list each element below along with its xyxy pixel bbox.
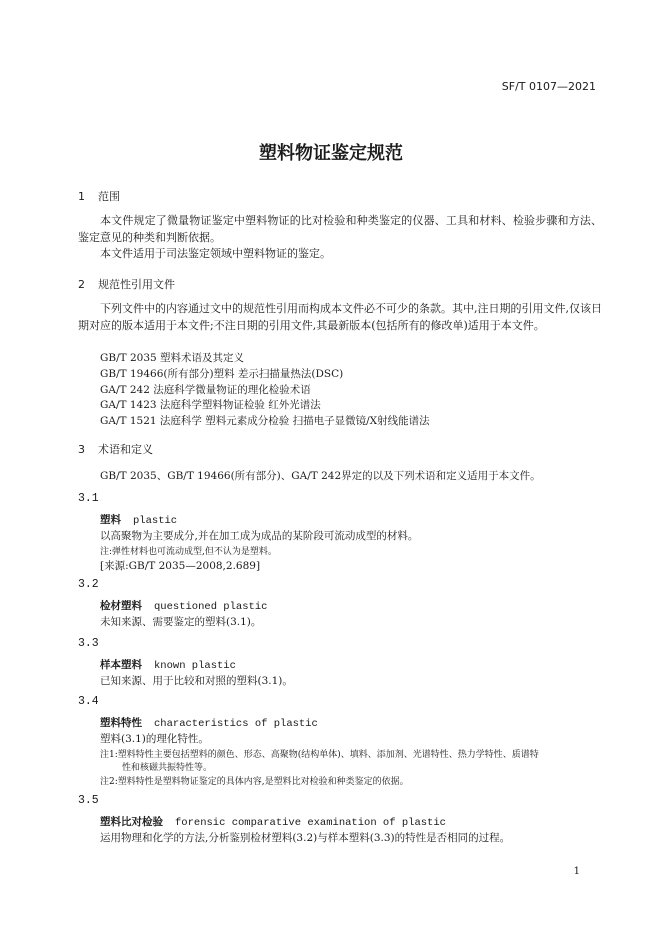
term-chinese: 塑料 (100, 514, 121, 526)
section-1-paragraph-1: 本文件规定了微量物证鉴定中塑料物证的比对检验和种类鉴定的仪器、工具和材料、检验步骤和方法、鉴定意见的种类和判断依据。 (78, 214, 602, 244)
section-title: 规范性引用文件 (98, 278, 175, 291)
term-number: 3.3 (78, 637, 99, 650)
reference-item: GB/T 19466(所有部分)塑料 差示扫描量热法(DSC) (100, 368, 344, 380)
term-heading (100, 598, 267, 613)
section-2-paragraph: 下列文件中的内容通过文中的规范性引用而构成本文件必不可少的条款。其中,注日期的引用文件,仅该日期对应的版本适用于本文件;不注日期的引用文件,其最新版本(包括所有的修改单)适用于本文件。 (78, 302, 602, 332)
term-english: questioned plastic (154, 601, 268, 613)
term-english: known plastic (154, 660, 236, 672)
term-definition: 以高聚物为主要成分,并在加工成为成品的某阶段可流动成型的材料。 (100, 530, 419, 542)
term-english: plastic (133, 515, 178, 527)
document-number: SF/T 0107—2021 (501, 80, 596, 93)
term-note-1: 注1:塑料特性主要包括塑料的颜色、形态、高聚物(结构单体)、填料、添加剂、光谱特性、热力学特性、质谱特 (100, 750, 539, 760)
reference-item: GA/T 242 法庭科学微量物证的理化检验术语 (100, 384, 311, 396)
section-1-paragraph-2: 本文件适用于司法鉴定领域中塑料物证的鉴定。 (100, 247, 331, 260)
section-1-heading (78, 188, 120, 204)
term-number: 3.4 (78, 695, 99, 708)
section-number: 2 (78, 278, 85, 291)
term-heading (100, 512, 177, 527)
reference-item: GA/T 1521 法庭科学 塑料元素成分检验 扫描电子显微镜/X射线能谱法 (100, 415, 430, 427)
section-title: 范围 (98, 190, 120, 203)
section-title: 术语和定义 (98, 443, 153, 456)
term-heading (100, 715, 318, 730)
term-note-2: 注2:塑料特性是塑料物证鉴定的具体内容,是塑料比对检验和种类鉴定的依据。 (100, 777, 409, 787)
term-heading (100, 814, 446, 829)
section-3-heading (78, 441, 153, 457)
term-number: 3.2 (78, 578, 99, 591)
term-english: forensic comparative examination of plastic (175, 817, 446, 829)
section-3-paragraph: GB/T 2035、GB/T 19466(所有部分)、GA/T 242界定的以及下列术语和定义适用于本文件。 (100, 470, 541, 482)
document-title: 塑料物证鉴定规范 (259, 143, 403, 164)
term-heading (100, 657, 236, 672)
term-number: 3.5 (78, 794, 99, 807)
term-definition: 已知来源、用于比较和对照的塑料(3.1)。 (100, 675, 293, 687)
reference-item: GB/T 2035 塑料术语及其定义 (100, 352, 245, 364)
term-definition: 塑料(3.1)的理化特性。 (100, 733, 209, 745)
term-definition: 运用物理和化学的方法,分析鉴别检材塑料(3.2)与样本塑料(3.3)的特性是否相同的过程。 (100, 832, 511, 844)
term-definition: 未知来源、需要鉴定的塑料(3.1)。 (100, 616, 262, 628)
term-chinese: 塑料比对检验 (100, 816, 163, 828)
term-chinese: 塑料特性 (100, 717, 142, 729)
page-number: 1 (573, 866, 580, 877)
term-note: 注:弹性材料也可流动成型,但不认为是塑料。 (100, 547, 277, 557)
term-chinese: 检材塑料 (100, 600, 142, 612)
term-chinese: 样本塑料 (100, 659, 142, 671)
term-note-1-continued: 性和核磁共振特性等。 (122, 763, 213, 773)
term-number: 3.1 (78, 492, 99, 505)
section-number: 1 (78, 190, 85, 203)
section-2-heading (78, 276, 175, 292)
section-number: 3 (78, 443, 85, 456)
term-source: [来源:GB/T 2035—2008,2.689] (100, 560, 261, 572)
reference-item: GA/T 1423 法庭科学塑料物证检验 红外光谱法 (100, 399, 321, 411)
term-english: characteristics of plastic (154, 718, 318, 730)
